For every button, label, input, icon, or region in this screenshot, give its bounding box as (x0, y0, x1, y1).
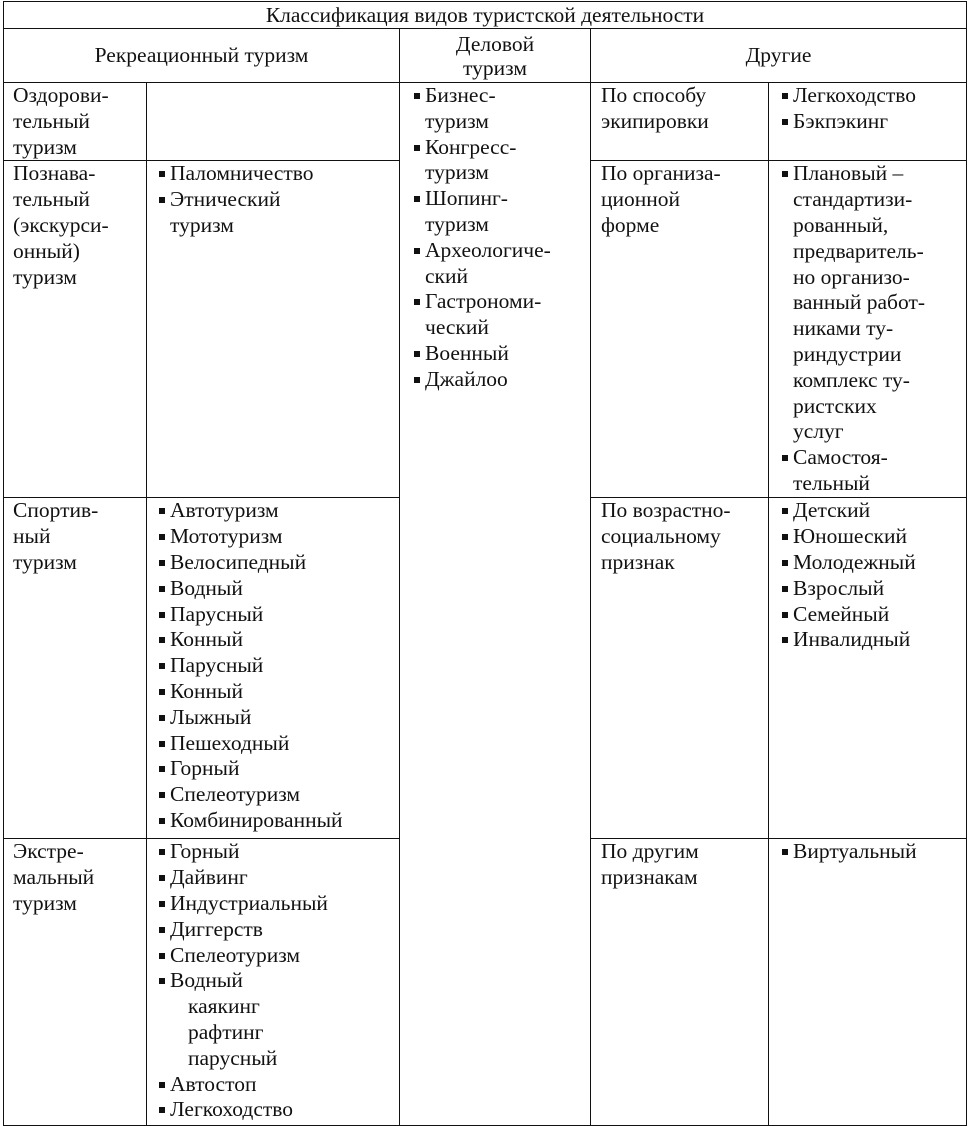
title-row (4, 2, 967, 29)
misc-list (780, 839, 966, 865)
list-item: Горный (157, 839, 399, 865)
list-item: Водный (157, 576, 399, 602)
organization-list (780, 161, 966, 496)
list-item: Археологиче- ский (412, 238, 590, 290)
business-items-cell (400, 83, 591, 1126)
list-item: Джайлоо (412, 367, 590, 393)
list-item: Инвалидный (780, 627, 966, 653)
row-items-extreme (147, 839, 400, 1126)
list-item: Виртуальный (780, 839, 966, 865)
list-item: Бэкпэкинг (780, 109, 966, 135)
list-item: Юношеский (780, 524, 966, 550)
row-items-health (147, 83, 400, 161)
list-item: Индустриальный (157, 891, 399, 917)
list-item: Пешеходный (157, 731, 399, 757)
list-item: Шопинг- туризм (412, 186, 590, 238)
row-items-cognitive (147, 161, 400, 498)
list-item: Гастрономи- ческий (412, 289, 590, 341)
business-list (412, 83, 590, 393)
list-item: Самостоя- тельный (780, 445, 966, 497)
other-items-age (769, 498, 967, 839)
list-item: Бизнес- туризм (412, 83, 590, 135)
row-label-extreme: Экстре- мальный туризм (4, 839, 147, 1126)
header-business: Деловой туризм (400, 29, 591, 83)
list-item: Конный (157, 679, 399, 705)
list-item: Спелеотуризм (157, 782, 399, 808)
list-item: Конгресс- туризм (412, 135, 590, 187)
age-list (780, 498, 966, 653)
list-item: Горный (157, 756, 399, 782)
sport-list (157, 498, 399, 833)
table-title: Классификация видов туристской деятельности (4, 2, 967, 29)
tourism-classification-table (3, 1, 967, 1126)
list-item: Лыжный (157, 705, 399, 731)
list-item: Диггерств (157, 917, 399, 943)
list-item: Военный (412, 341, 590, 367)
list-item: Спелеотуризм (157, 943, 399, 969)
header-row (4, 29, 967, 83)
other-items-organization (769, 161, 967, 498)
list-item: Водный (157, 968, 399, 994)
other-label-age: По возрастно- социальному признак (591, 498, 769, 839)
row-label-health: Оздорови- тельный туризм (4, 83, 147, 161)
row-label-cognitive: Познава- тельный (экскурси- онный) туризм (4, 161, 147, 498)
header-other: Другие (591, 29, 967, 83)
row-items-sport (147, 498, 400, 839)
list-item: Парусный (157, 602, 399, 628)
list-item: Автотуризм (157, 498, 399, 524)
other-items-misc (769, 839, 967, 1126)
list-item: Дайвинг (157, 865, 399, 891)
row-label-sport: Спортив- ный туризм (4, 498, 147, 839)
sub-list-item: парусный (188, 1045, 278, 1070)
header-recreational: Рекреационный туризм (4, 29, 400, 83)
list-item: Велосипедный (157, 550, 399, 576)
table-row-health (4, 83, 967, 161)
other-label-organization: По организа- ционной форме (591, 161, 769, 498)
sub-list-item: рафтинг (188, 1019, 264, 1044)
list-item: Конный (157, 627, 399, 653)
list-item: Комбинированный (157, 808, 399, 834)
list-item: Мототуризм (157, 524, 399, 550)
other-items-equipment (769, 83, 967, 161)
list-item: Парусный (157, 653, 399, 679)
equipment-list (780, 83, 966, 135)
list-item: Детский (780, 498, 966, 524)
other-label-equipment: По способу экипировки (591, 83, 769, 161)
other-label-misc: По другим признакам (591, 839, 769, 1126)
list-item: Плановый – стандартизи- рованный, предваритель- но организо- ванный работ- никами ту- риндустрии комплекс ту- ристских услуг (780, 161, 966, 445)
extreme-list (157, 839, 399, 1123)
list-item: Этнический туризм (157, 187, 399, 239)
list-item: Легкоходство (780, 83, 966, 109)
list-item: Молодежный (780, 550, 966, 576)
list-item: Паломничество (157, 161, 399, 187)
cognitive-list (157, 161, 399, 238)
list-item: Семейный (780, 602, 966, 628)
sub-list-item: каякинг (188, 994, 260, 1019)
list-item: Взрослый (780, 576, 966, 602)
list-item: Легкоходство (157, 1097, 399, 1123)
list-item: Автостоп (157, 1072, 399, 1098)
